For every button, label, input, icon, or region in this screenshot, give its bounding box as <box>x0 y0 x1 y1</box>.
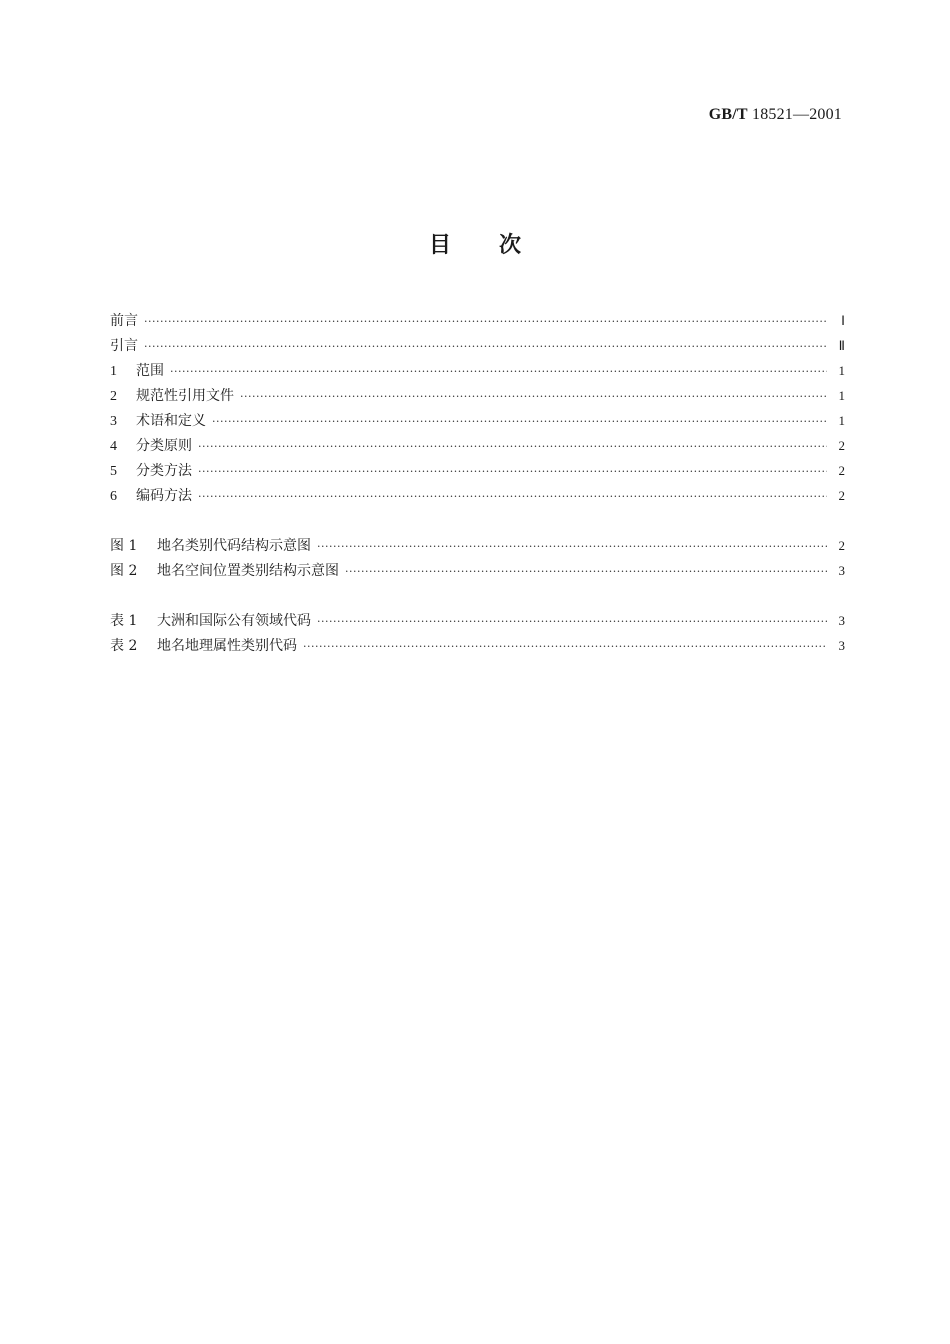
toc-entry-label: 分类原则 <box>136 438 192 454</box>
toc-entry-label: 大洲和国际公有领域代码 <box>157 613 311 629</box>
dot-leader <box>317 609 827 634</box>
toc-entry-page: 3 <box>838 638 845 653</box>
dot-leader <box>198 434 827 459</box>
toc-entry-label: 地名类别代码结构示意图 <box>157 538 311 554</box>
toc-entry-normative-references[interactable] <box>110 383 845 408</box>
dot-leader <box>144 309 827 334</box>
toc-entry-number: 6 <box>110 489 117 504</box>
table-of-contents <box>110 308 845 658</box>
standard-code <box>709 106 842 124</box>
dot-leader <box>303 634 827 659</box>
toc-entry-label: 地名空间位置类别结构示意图 <box>157 563 339 579</box>
title-char-2: 次 <box>499 233 522 258</box>
toc-entry-label: 术语和定义 <box>136 413 206 429</box>
toc-entry-page: Ⅰ <box>841 313 845 328</box>
toc-entry-number: 1 <box>110 364 117 379</box>
standard-number: 18521—2001 <box>752 106 842 123</box>
toc-entry-introduction[interactable] <box>110 333 845 358</box>
toc-entry-page: Ⅱ <box>838 338 845 353</box>
toc-entry-table-1[interactable] <box>110 608 845 633</box>
toc-entry-figure-1[interactable] <box>110 533 845 558</box>
toc-entry-page: 3 <box>838 563 845 578</box>
toc-entry-label: 编码方法 <box>136 488 192 504</box>
standard-prefix: GB/T <box>708 106 748 123</box>
title-char-1: 目 <box>428 233 451 258</box>
dot-leader <box>317 534 827 559</box>
page-title <box>0 228 950 259</box>
dot-leader <box>345 559 827 584</box>
toc-entry-page: 1 <box>838 413 845 428</box>
toc-entry-label: 引言 <box>110 338 138 354</box>
dot-leader <box>170 359 827 384</box>
dot-leader <box>212 409 827 434</box>
toc-entry-label: 前言 <box>110 313 138 329</box>
toc-entry-page: 2 <box>838 488 845 503</box>
dot-leader <box>198 459 827 484</box>
dot-leader <box>198 484 827 509</box>
toc-entry-number: 2 <box>110 389 117 404</box>
toc-entry-figure-2[interactable] <box>110 558 845 583</box>
toc-entry-page: 1 <box>838 388 845 403</box>
toc-entry-page: 2 <box>838 538 845 553</box>
toc-entry-page: 2 <box>838 438 845 453</box>
dot-leader <box>144 334 827 359</box>
toc-entry-label: 范围 <box>136 363 164 379</box>
toc-entry-label: 规范性引用文件 <box>136 388 234 404</box>
toc-table-number: 表 2 <box>110 638 138 654</box>
toc-entry-page: 1 <box>838 363 845 378</box>
toc-entry-label: 地名地理属性类别代码 <box>157 638 297 654</box>
toc-table-number: 表 1 <box>110 613 138 629</box>
toc-figure-number: 图 2 <box>110 563 138 579</box>
section-spacer <box>110 583 845 608</box>
toc-entry-coding-methods[interactable] <box>110 483 845 508</box>
section-spacer <box>110 508 845 533</box>
toc-entry-page: 2 <box>838 463 845 478</box>
toc-entry-page: 3 <box>838 613 845 628</box>
toc-entry-number: 4 <box>110 439 117 454</box>
toc-entry-classification-methods[interactable] <box>110 458 845 483</box>
toc-entry-scope[interactable] <box>110 358 845 383</box>
toc-entry-terms[interactable] <box>110 408 845 433</box>
toc-entry-label: 分类方法 <box>136 463 192 479</box>
toc-figure-number: 图 1 <box>110 538 138 554</box>
toc-entry-table-2[interactable] <box>110 633 845 658</box>
toc-entry-classification-principles[interactable] <box>110 433 845 458</box>
toc-entry-number: 3 <box>110 414 117 429</box>
toc-entry-foreword[interactable] <box>110 308 845 333</box>
toc-entry-number: 5 <box>110 464 117 479</box>
dot-leader <box>240 384 827 409</box>
